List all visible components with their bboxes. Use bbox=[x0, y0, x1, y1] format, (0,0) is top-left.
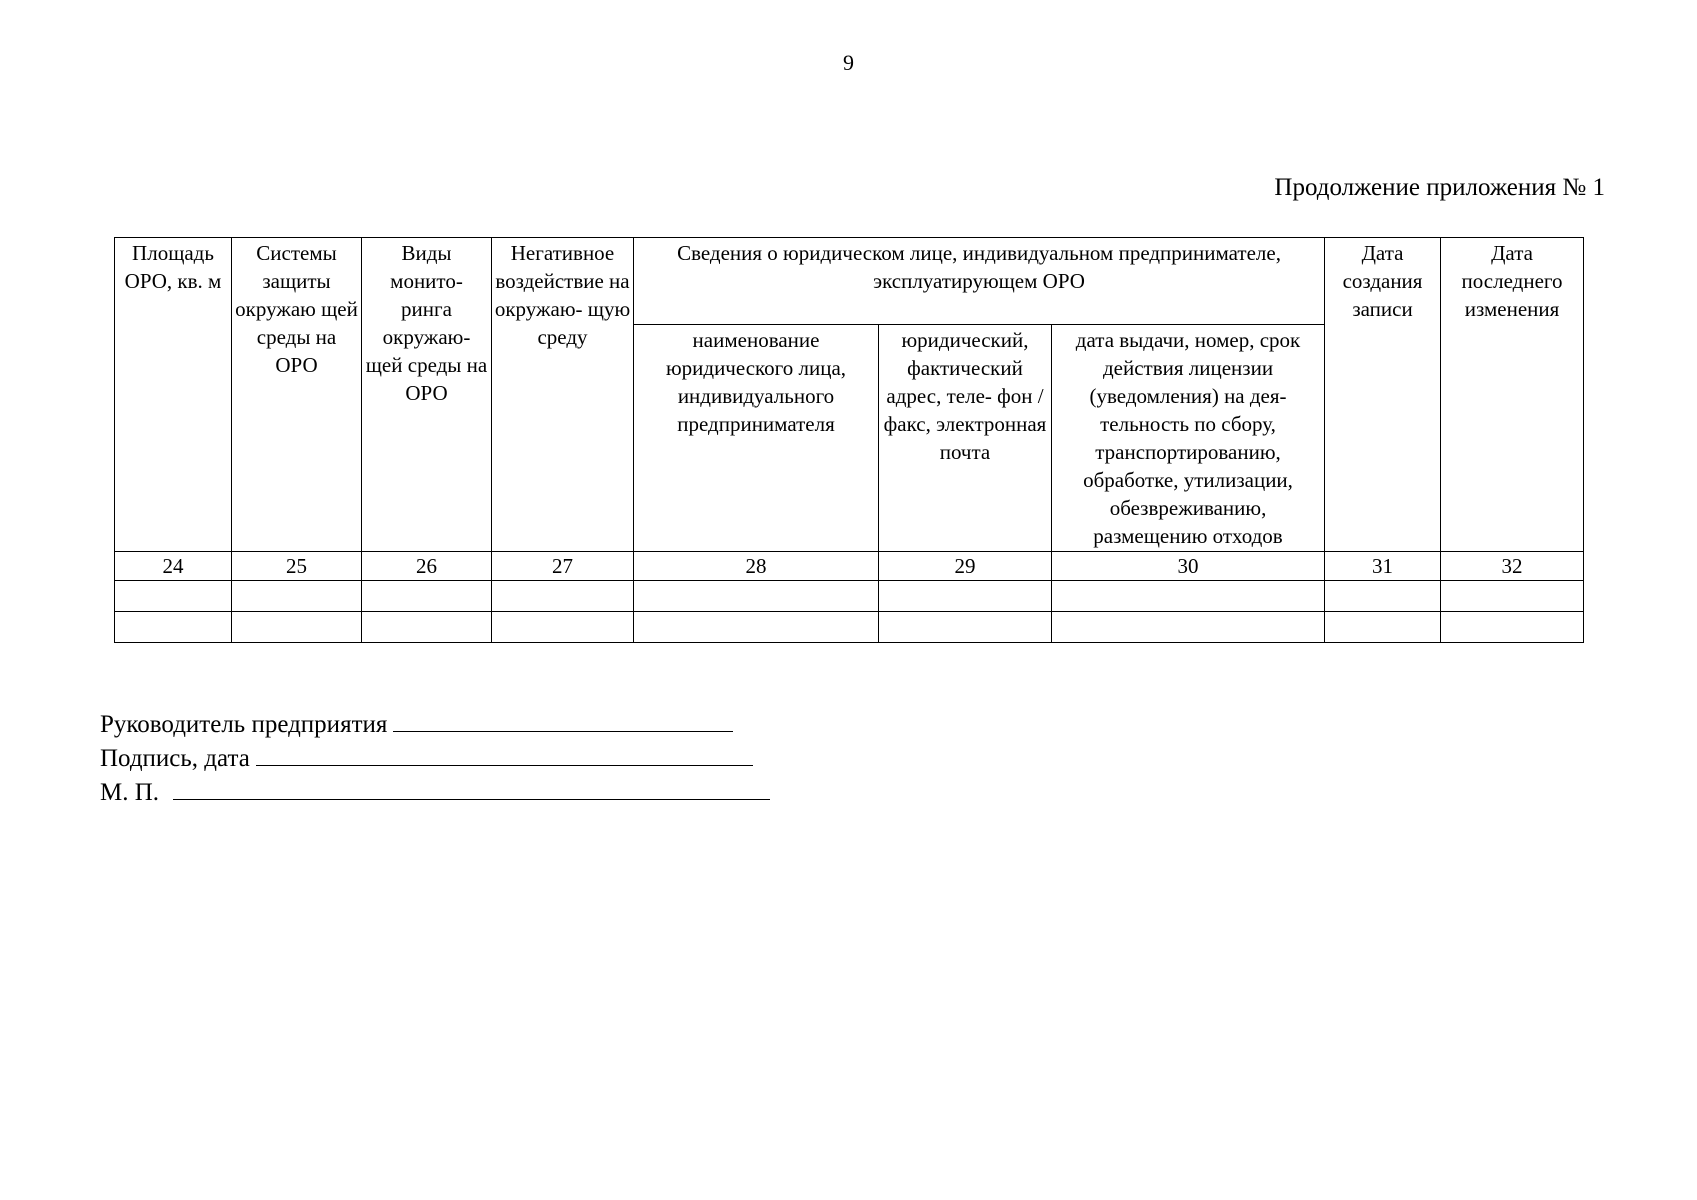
header-area: Площадь ОРО, кв. м bbox=[115, 238, 232, 552]
table-cell bbox=[492, 581, 634, 612]
table-cell bbox=[1325, 581, 1441, 612]
column-number: 24 bbox=[115, 552, 232, 581]
table-cell bbox=[1441, 612, 1584, 643]
stamp-label: М. П. bbox=[100, 779, 160, 806]
header-last-modified: Дата последнего изменения bbox=[1441, 238, 1584, 552]
column-number: 28 bbox=[634, 552, 879, 581]
table-cell bbox=[232, 581, 362, 612]
page-number: 9 bbox=[843, 50, 854, 75]
registry-table bbox=[114, 237, 1584, 643]
header-entity-info: Сведения о юридическом лице, индивидуальном предпринимателе, эксплуатирующем ОРО bbox=[634, 238, 1325, 325]
table-row bbox=[115, 612, 1584, 643]
signature-date-blank bbox=[256, 741, 753, 766]
header-monitoring-types: Виды монито- ринга окружаю- щей среды на ОРО bbox=[362, 238, 492, 552]
column-number: 25 bbox=[232, 552, 362, 581]
header-record-created: Дата создания записи bbox=[1325, 238, 1441, 552]
signature-head-line bbox=[100, 707, 770, 741]
header-entity-address: юридический, фактический адрес, теле- фон / факс, электронная почта bbox=[879, 325, 1052, 552]
signature-date-line bbox=[100, 741, 770, 775]
table-cell bbox=[115, 612, 232, 643]
column-number: 26 bbox=[362, 552, 492, 581]
table-cell bbox=[115, 581, 232, 612]
table-cell bbox=[1325, 612, 1441, 643]
header-entity-name: наименование юридического лица, индивидуального предпринимателя bbox=[634, 325, 879, 552]
head-of-enterprise-label: Руководитель предприятия bbox=[100, 711, 388, 738]
table-cell bbox=[634, 581, 879, 612]
column-number: 30 bbox=[1052, 552, 1325, 581]
table-cell bbox=[362, 612, 492, 643]
signature-date-label: Подпись, дата bbox=[100, 745, 250, 772]
table-cell bbox=[879, 612, 1052, 643]
header-license-details: дата выдачи, номер, срок действия лицензии (уведомления) на дея- тельность по сбору, транспортированию, обработке, утилизации, обезвреживанию, размещению отходов bbox=[1052, 325, 1325, 552]
table-row bbox=[115, 581, 1584, 612]
header-negative-impact: Негативное воздействие на окружаю- щую среду bbox=[492, 238, 634, 552]
column-number: 29 bbox=[879, 552, 1052, 581]
appendix-continuation-note: Продолжение приложения № 1 bbox=[1274, 174, 1605, 201]
table-cell bbox=[634, 612, 879, 643]
signature-block bbox=[100, 707, 770, 809]
column-number-row bbox=[115, 552, 1584, 581]
table-cell bbox=[879, 581, 1052, 612]
table-cell bbox=[492, 612, 634, 643]
stamp-line bbox=[100, 775, 770, 809]
table-cell bbox=[1052, 612, 1325, 643]
table-cell bbox=[232, 612, 362, 643]
column-number: 32 bbox=[1441, 552, 1584, 581]
header-protection-systems: Системы защиты окружаю щей среды на ОРО bbox=[232, 238, 362, 552]
column-number: 27 bbox=[492, 552, 634, 581]
table-cell bbox=[1052, 581, 1325, 612]
table-cell bbox=[362, 581, 492, 612]
table-cell bbox=[1441, 581, 1584, 612]
head-of-enterprise-blank bbox=[393, 707, 733, 732]
column-number: 31 bbox=[1325, 552, 1441, 581]
stamp-blank bbox=[173, 775, 770, 800]
